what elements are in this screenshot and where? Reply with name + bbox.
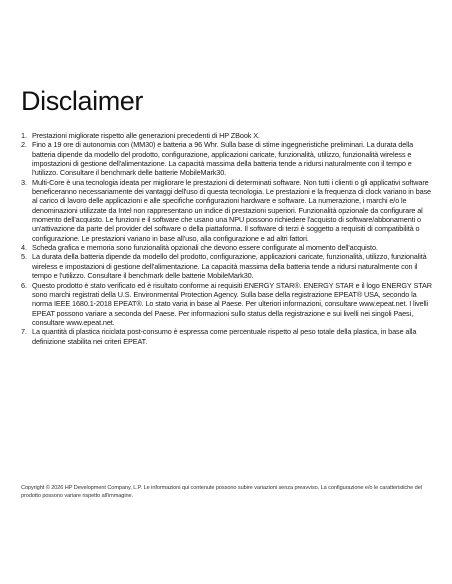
item-text: Scheda grafica e memoria sono funzionalità opzionali che devono essere configurate al momento dell'acquisto. — [32, 243, 378, 253]
item-number: 4. — [21, 243, 27, 253]
item-text: La quantità di plastica riciclata post-consumo è espressa come percentuale rispetto al peso totale della plastica, in base alla definizione stabilita nei criteri EPEAT. — [32, 327, 417, 346]
item-number: 3. — [21, 177, 27, 187]
disclaimer-item — [21, 243, 436, 252]
copyright-footer: Copyright © 2026 HP Development Company, L.P. Le informazioni qui contenute possono subire variazioni senza preavviso. La configurazione e/o le caratteristiche del prodotto possono variare rispetto all'immagine. — [21, 485, 422, 500]
item-number: 7. — [21, 327, 27, 337]
item-text: Fino a 19 ore di autonomia con (MM30) e batteria a 96 Whr. Sulla base di stime ingegneristiche preliminari. La durata della batteria dipende da modello del prodotto, configurazione, applicazioni caricate, funzionalità, utilizzo, funzionalità wireless e impostazioni di gestione dell'alimentazione. La capacità massima della batteria tende a ridursi naturalmente con il tempo e l'utilizzo. Consultare il benchmark delle batterie MobileMark30. — [32, 140, 414, 178]
disclaimer-list — [21, 131, 436, 346]
item-text: Questo prodotto è stato verificato ed è risultato conforme ai requisiti ENERGY STAR®. ENERGY STAR e il logo ENERGY STAR sono marchi registrati della U.S. Environmental Protection Agency. Sulla base della registrazione EPEAT® USA, secondo la norma IEEE 1680.1-2018 EPEAT®. Lo stato varia in base al Paese. Per ulteriori informazioni, consultare www.epeat.net. I livelli EPEAT possono variare a seconda del Paese. Per informazioni sullo status della registrazione e sui livelli nei singoli Paesi, consultare www.epeat.net. — [32, 280, 432, 327]
item-number: 2. — [21, 140, 27, 150]
item-number: 6. — [21, 280, 27, 290]
page-title: Disclaimer — [21, 86, 144, 116]
item-text: Multi-Core è una tecnologia ideata per migliorare le prestazioni di determinati software. Non tutti i clienti o gli applicativi software beneficeranno necessariamente dei vantaggi dell'uso di questa tecnologia. Le prestazioni e la frequenza di clock variano in base al carico di lavoro delle applicazioni e alle specifiche configurazioni hardware e software. La numerazione, i marchi e/o le denominazioni utilizzate da Intel non rappresentano un indice di prestazioni superiori. Funzionalità opzionale da configurare al momento dell'acquisto. Le funzioni e il software che usano una NPU possono richiedere l'acquisto di software/abbonamenti o un'attivazione da parte del provider del software o della piattaforma. Il software di terzi è soggetto a requisiti di compatibilità o configurazione. Le prestazioni variano in base all'uso, alla configurazione e ad altri fattori. — [32, 177, 431, 243]
disclaimer-item — [21, 178, 436, 243]
disclaimer-item — [21, 140, 436, 177]
item-text: Prestazioni migliorate rispetto alle generazioni precedenti di HP ZBook X. — [32, 131, 260, 140]
item-number: 5. — [21, 252, 27, 262]
disclaimer-item — [21, 281, 436, 328]
item-text: La durata della batteria dipende da modello del prodotto, configurazione, applicazioni caricate, funzionalità, utilizzo, funzionalità wireless e impostazioni di gestione dell'alimentazione. La capacità massima della batteria tende a ridursi naturalmente con il tempo e l'utilizzo. Consultare il benchmark delle batterie MobileMark30. — [32, 252, 427, 281]
item-number: 1. — [21, 131, 27, 140]
disclaimer-item — [21, 252, 436, 280]
disclaimer-item — [21, 327, 436, 346]
disclaimer-item — [21, 131, 436, 140]
